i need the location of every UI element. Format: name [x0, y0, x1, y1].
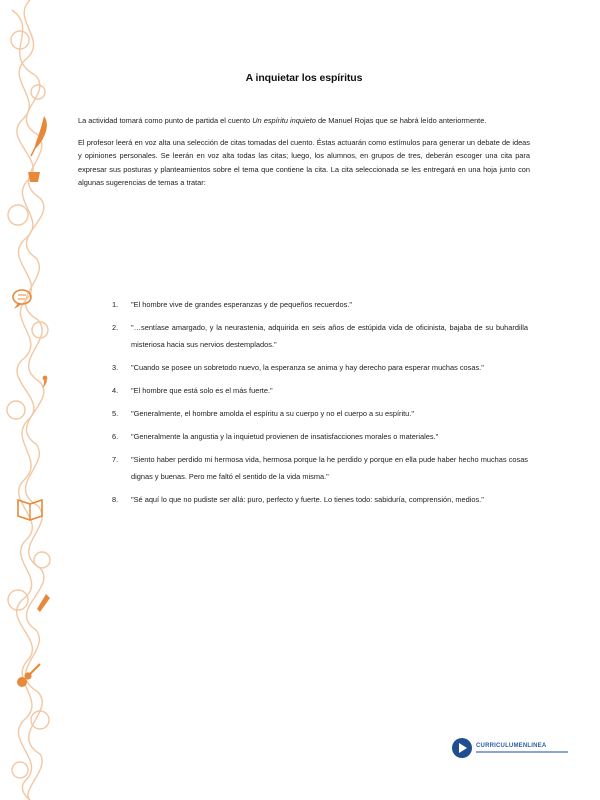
- decorative-border: [0, 0, 60, 800]
- list-item: [112, 296, 528, 313]
- instructions-paragraph: El profesor leerá en voz alta una selección de citas tomadas del cuento. Éstas actuarán como estímulos para generar un debate de ideas y opiniones personales. Se leerán en voz alta todas las citas; luego, los alumnos, en grupos de tres, deberán escoger una cita para expresar sus posturas y planteamientos sobre el tema que contiene la cita. La cita seleccionada se les entregará en una hoja junto con algunas sugerencias de temas a tratar:: [78, 137, 530, 187]
- list-item: [112, 382, 528, 399]
- quote-number: 1.: [112, 300, 119, 309]
- quote-number: 5.: [112, 409, 119, 418]
- quote-number: 6.: [112, 432, 119, 441]
- quote-text: "Cuando se posee un sobretodo nuevo, la esperanza se anima y hay derecho para esperar muchas cosas.": [131, 363, 484, 372]
- list-item: [112, 319, 528, 353]
- quote-text: "Siento haber perdido mi hermosa vida, hermosa porque la he perdido y porque en ella pude haber hecho muchas cosas dignas y buenas. Pero me faltó el sentido de la vida misma.": [131, 455, 528, 481]
- list-item: [112, 428, 528, 445]
- quote-text: "Generalmente, el hombre amolda el espíritu a su cuerpo y no el cuerpo a su espíritu.": [131, 409, 414, 418]
- list-item: [112, 491, 528, 508]
- quote-text: "Sé aquí lo que no pudiste ser allá: puro, perfecto y fuerte. Lo tienes todo: sabiduría, comprensión, medios.": [131, 495, 484, 504]
- intro-text-end: de Manuel Rojas que se habrá leído anteriormente.: [315, 116, 487, 125]
- logo-text: [476, 743, 568, 753]
- quote-text: "…sentíase amargado, y la neurastenia, adquirida en seis años de estúpida vida de oficinista, bajaba de su buhardilla misteriosa hacia sus nervios destemplados.": [131, 323, 528, 349]
- logo-underline: [476, 751, 568, 753]
- quote-number: 2.: [112, 323, 119, 332]
- list-item: [112, 451, 528, 485]
- quote-list: [112, 296, 528, 514]
- quote-text: "El hombre que está solo es el más fuerte.": [131, 386, 273, 395]
- list-item: [112, 359, 528, 376]
- logo-name: CURRICULUMENLINEA: [476, 743, 547, 749]
- quote-text: "El hombre vive de grandes esperanzas y de pequeños recuerdos.": [131, 300, 352, 309]
- intro-paragraph: [78, 114, 530, 128]
- list-item: [112, 405, 528, 422]
- intro-text-start: La actividad tomará como punto de partida el cuento: [78, 116, 253, 125]
- quote-text: "Generalmente la angustia y la inquietud provienen de insatisfacciones morales o materiales.": [131, 432, 439, 441]
- main-content: [78, 72, 530, 198]
- story-title: Un espíritu inquieto: [252, 116, 316, 125]
- pen-nib-icon: [37, 594, 50, 612]
- play-arrow-icon: [452, 738, 472, 758]
- quote-number: 4.: [112, 386, 119, 395]
- swirl-decoration: [0, 0, 60, 800]
- quote-number: 7.: [112, 455, 119, 464]
- cup-icon: [28, 172, 40, 182]
- document-title: A inquietar los espíritus: [245, 72, 363, 84]
- quote-number: 3.: [112, 363, 119, 372]
- curriculum-logo: [452, 737, 572, 759]
- quote-number: 8.: [112, 495, 119, 504]
- feather-pen-icon: [31, 116, 47, 156]
